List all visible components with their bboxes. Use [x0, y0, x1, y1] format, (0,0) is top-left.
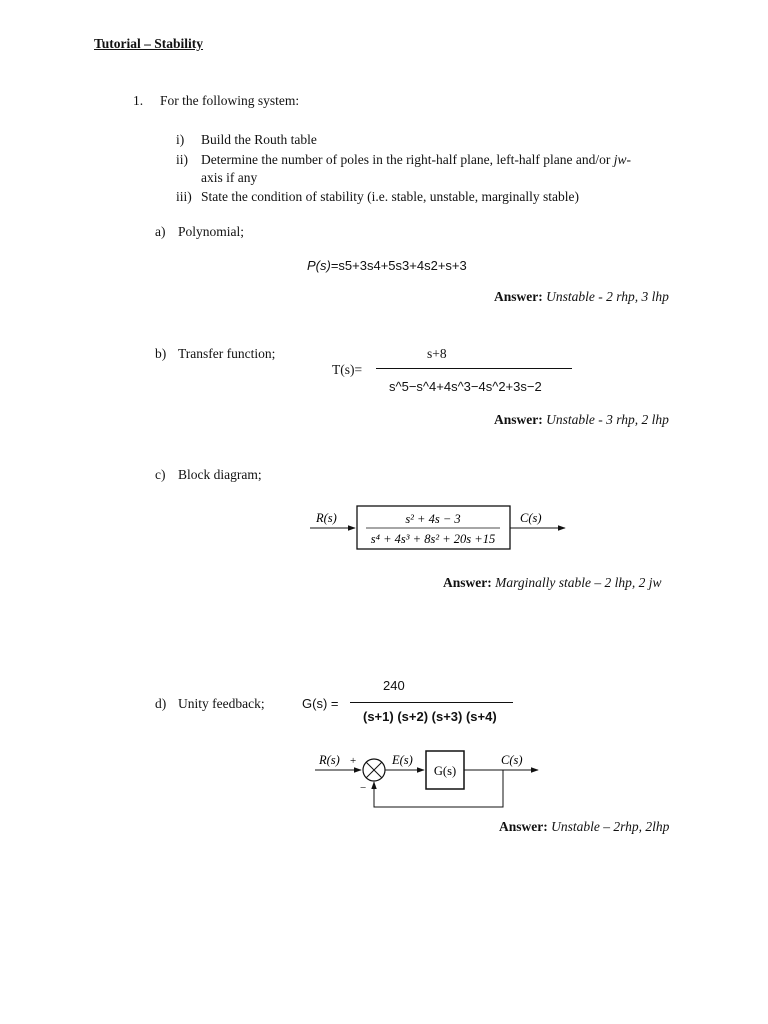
question-intro: For the following system:: [160, 93, 300, 108]
answer-c: Answer: Marginally stable – 2 lhp, 2 jw: [443, 575, 662, 590]
polynomial-equation: P(s)=s5+3s4+5s3+4s2+s+3: [307, 258, 467, 273]
block-label: G(s): [433, 764, 457, 778]
plus-sign: +: [350, 755, 357, 767]
task-number: ii): [176, 152, 188, 167]
block-diagram: [300, 500, 580, 560]
minus-sign: −: [360, 782, 367, 794]
task-text-continued: axis if any: [201, 170, 258, 185]
block-denominator: s⁴ + 4s³ + 8s² + 20s +15: [370, 532, 496, 546]
part-d-label: d): [155, 696, 167, 711]
task-text: State the condition of stability (i.e. stable, unstable, marginally stable): [201, 189, 580, 204]
fraction-bar: [376, 368, 572, 369]
part-b-title: Transfer function;: [178, 346, 276, 361]
task-number: i): [176, 132, 185, 147]
task-text: Determine the number of poles in the right-half plane, left-half plane and/or jw-: [201, 152, 631, 167]
g-numerator: 240: [383, 678, 405, 693]
task-number: iii): [176, 189, 192, 204]
feedback-diagram: [310, 745, 550, 815]
answer-a: Answer: Unstable - 2 rhp, 3 lhp: [494, 289, 669, 304]
fraction-bar: [350, 702, 513, 703]
transfer-function-lhs: T(s)=: [332, 362, 363, 377]
input-label: R(s): [319, 753, 340, 767]
input-label: R(s): [316, 511, 337, 525]
tf-denominator: s^5−s^4+4s^3−4s^2+3s−2: [389, 379, 542, 394]
open-loop-lhs: G(s) =: [302, 696, 339, 711]
part-d-title: Unity feedback;: [178, 696, 265, 711]
tf-numerator: s+8: [427, 346, 447, 361]
part-a-label: a): [155, 224, 166, 239]
question-number: 1.: [133, 93, 144, 108]
output-label: C(s): [501, 753, 523, 767]
part-c-title: Block diagram;: [178, 467, 262, 482]
block-numerator: s² + 4s − 3: [405, 512, 461, 526]
part-b-label: b): [155, 346, 167, 361]
page-title: Tutorial – Stability: [94, 36, 204, 51]
part-a-title: Polynomial;: [178, 224, 245, 239]
error-label: E(s): [392, 753, 413, 767]
answer-d: Answer: Unstable – 2rhp, 2lhp: [499, 819, 670, 834]
task-text: Build the Routh table: [201, 132, 317, 147]
g-denominator: (s+1) (s+2) (s+3) (s+4): [363, 709, 497, 724]
part-c-label: c): [155, 467, 166, 482]
answer-b: Answer: Unstable - 3 rhp, 2 lhp: [494, 412, 669, 427]
output-label: C(s): [520, 511, 542, 525]
